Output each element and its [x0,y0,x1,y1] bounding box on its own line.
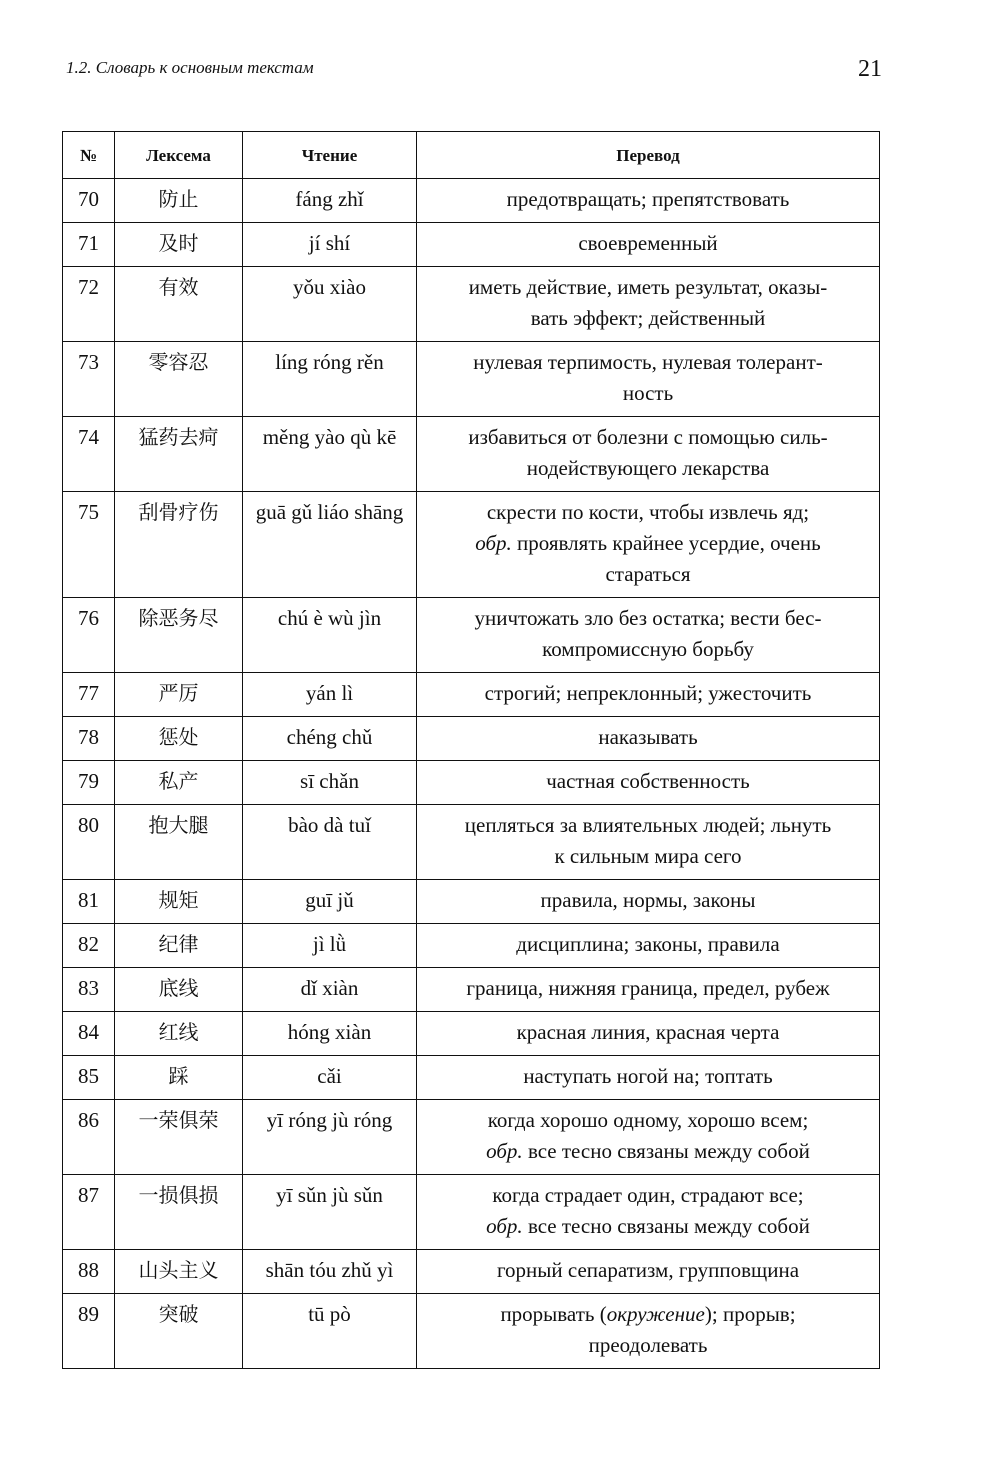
row-number: 82 [63,924,115,968]
translation-text: ); прорыв; [704,1302,796,1326]
column-header-lexeme: Лексема [115,132,243,179]
table-row [63,924,880,968]
reading: jì lǜ [243,924,417,968]
lexeme: 一损俱损 [115,1175,243,1250]
translation [417,1100,880,1175]
italic-remark: окружение [606,1302,705,1326]
row-number: 78 [63,717,115,761]
translation-text: наступать ногой на; топтать [523,1064,773,1088]
reading: měng yào qù kē [243,417,417,492]
row-number: 75 [63,492,115,598]
row-number: 85 [63,1056,115,1100]
table-row [63,1012,880,1056]
translation-text: цепляться за влиятельных людей; льнуть [464,813,832,837]
reading: guā gǔ liáo shāng [243,492,417,598]
row-number: 77 [63,673,115,717]
reading: líng róng rěn [243,342,417,417]
table-row [63,761,880,805]
translation-text: иметь действие, иметь результат, оказы- [468,275,828,299]
translation [417,1012,880,1056]
translation [417,179,880,223]
translation [417,1056,880,1100]
row-number: 73 [63,342,115,417]
table-row [63,598,880,673]
translation-text: ность [622,381,674,405]
lexeme: 有效 [115,267,243,342]
row-number: 70 [63,179,115,223]
lexeme: 抱大腿 [115,805,243,880]
translation [417,717,880,761]
abbreviation: обр. [486,1214,523,1238]
translation [417,673,880,717]
column-header-reading: Чтение [243,132,417,179]
row-number: 88 [63,1250,115,1294]
row-number: 72 [63,267,115,342]
column-header-number: № [63,132,115,179]
reading: yǒu xiào [243,267,417,342]
translation [417,761,880,805]
row-number: 74 [63,417,115,492]
translation-text: нодействующего лекарства [526,456,770,480]
reading: chéng chǔ [243,717,417,761]
translation-text: красная линия, красная черта [516,1020,780,1044]
lexeme: 除恶务尽 [115,598,243,673]
reading: yī sǔn jù sǔn [243,1175,417,1250]
translation-text: прорывать ( [500,1302,607,1326]
row-number: 87 [63,1175,115,1250]
lexeme: 山头主义 [115,1250,243,1294]
translation-text: стараться [605,562,691,586]
lexeme: 防止 [115,179,243,223]
lexeme: 红线 [115,1012,243,1056]
table-row [63,223,880,267]
reading: guī jǔ [243,880,417,924]
running-title: 1.2. Словарь к основным текстам [66,58,314,77]
translation-text: предотвращать; препятствовать [506,187,790,211]
translation-text: все тесно связаны между собой [527,1214,810,1238]
table-row [63,673,880,717]
translation [417,1250,880,1294]
translation-text: наказывать [598,725,698,749]
lexeme: 零容忍 [115,342,243,417]
vocabulary-table [62,131,880,1369]
translation-text: к сильным мира сего [554,844,742,868]
lexeme: 纪律 [115,924,243,968]
translation-text: своевременный [578,231,718,255]
reading: cǎi [243,1056,417,1100]
table-row [63,1250,880,1294]
translation [417,924,880,968]
reading: jí shí [243,223,417,267]
lexeme: 严厉 [115,673,243,717]
reading: hóng xiàn [243,1012,417,1056]
table-row [63,492,880,598]
row-number: 86 [63,1100,115,1175]
reading: yī róng jù róng [243,1100,417,1175]
table-row [63,1100,880,1175]
table-row [63,1294,880,1369]
table-row [63,717,880,761]
table-row [63,179,880,223]
table-row [63,1056,880,1100]
lexeme: 私产 [115,761,243,805]
translation [417,968,880,1012]
table-row [63,880,880,924]
reading: fáng zhǐ [243,179,417,223]
translation-text: когда страдает один, страдают все; [492,1183,804,1207]
row-number: 81 [63,880,115,924]
translation [417,417,880,492]
reading: dǐ xiàn [243,968,417,1012]
translation-text: избавиться от болезни с помощью силь- [468,425,828,449]
translation [417,1175,880,1250]
table-row [63,1175,880,1250]
translation-text: горный сепаратизм, групповщина [496,1258,800,1282]
translation [417,342,880,417]
row-number: 80 [63,805,115,880]
lexeme: 惩处 [115,717,243,761]
page-number: 21 [858,56,882,82]
lexeme: 突破 [115,1294,243,1369]
translation-text: проявлять крайнее усердие, очень [517,531,821,555]
translation [417,492,880,598]
translation-text: строгий; непреклонный; ужесточить [484,681,812,705]
translation-text: компромиссную борьбу [542,637,754,661]
reading: chú è wù jìn [243,598,417,673]
translation [417,1294,880,1369]
translation [417,598,880,673]
reading: sī chǎn [243,761,417,805]
translation [417,267,880,342]
lexeme: 猛药去疴 [115,417,243,492]
lexeme: 规矩 [115,880,243,924]
table-row [63,267,880,342]
translation-text: граница, нижняя граница, предел, рубеж [466,976,830,1000]
reading: tū pò [243,1294,417,1369]
row-number: 76 [63,598,115,673]
abbreviation: обр. [475,531,512,555]
reading: yán lì [243,673,417,717]
translation-text: дисциплина; законы, правила [516,932,780,956]
table-row [63,342,880,417]
translation-text: нулевая терпимость, нулевая толерант- [473,350,823,374]
translation-text: правила, нормы, законы [540,888,756,912]
table-row [63,805,880,880]
table-row [63,968,880,1012]
row-number: 83 [63,968,115,1012]
translation-text: когда хорошо одному, хорошо всем; [487,1108,809,1132]
table-header-row [63,132,880,179]
translation-text: все тесно связаны между собой [527,1139,810,1163]
row-number: 71 [63,223,115,267]
translation [417,805,880,880]
row-number: 79 [63,761,115,805]
column-header-translation: Перевод [417,132,880,179]
lexeme: 刮骨疗伤 [115,492,243,598]
reading: shān tóu zhǔ yì [243,1250,417,1294]
table-row [63,417,880,492]
abbreviation: обр. [486,1139,523,1163]
row-number: 84 [63,1012,115,1056]
reading: bào dà tuǐ [243,805,417,880]
translation-text: скрести по кости, чтобы извлечь яд; [486,500,810,524]
translation-text: вать эффект; действенный [530,306,766,330]
lexeme: 踩 [115,1056,243,1100]
lexeme: 底线 [115,968,243,1012]
translation-text: частная собственность [546,769,750,793]
translation-text: уничтожать зло без остатка; вести бес- [474,606,822,630]
translation [417,223,880,267]
lexeme: 一荣俱荣 [115,1100,243,1175]
lexeme: 及时 [115,223,243,267]
row-number: 89 [63,1294,115,1369]
translation-text: преодолевать [588,1333,708,1357]
translation [417,880,880,924]
